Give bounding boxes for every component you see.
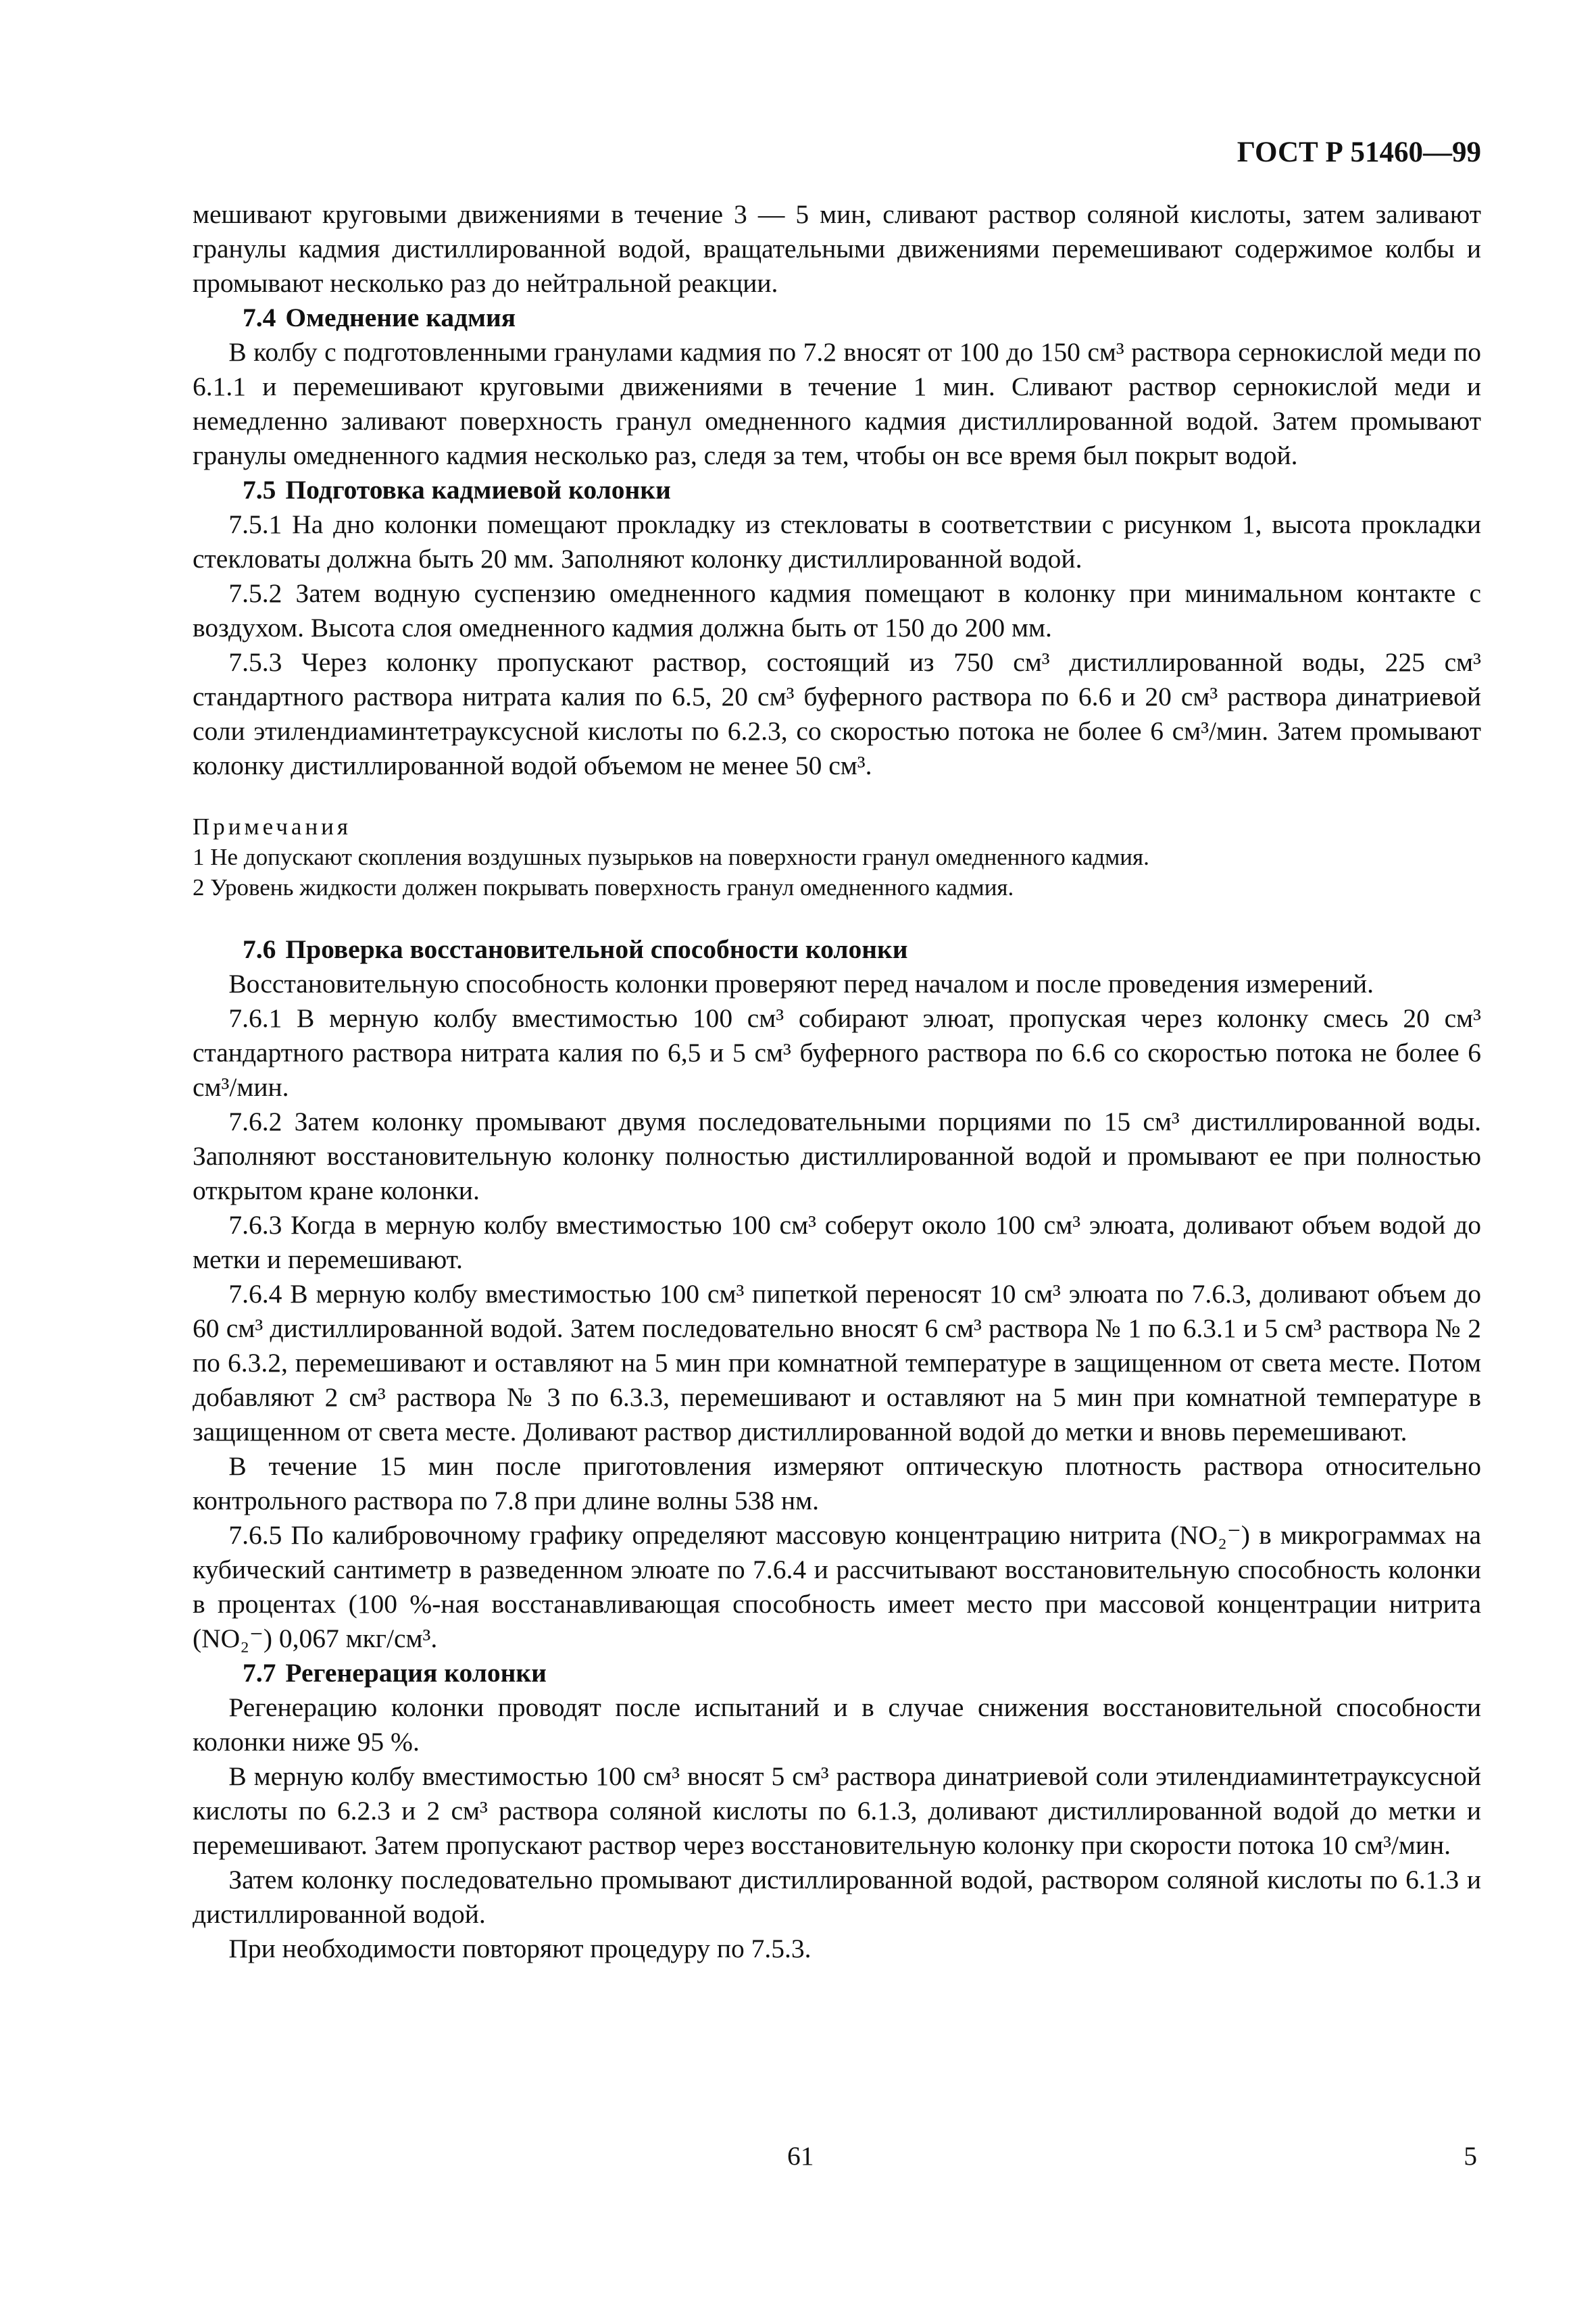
section-7-4-paragraph: В колбу с подготовленными гранулами кадмия по 7.2 вносят от 100 до 150 см³ раствора сернокислой меди по 6.1.1 и перемешивают круговыми движениями в течение 1 мин. Сливают раствор сернокислой меди и немедленно заливают поверхность гранул омедненного кадмия дистиллированной водой. Затем промывают гранулы омедненного кадмия несколько раз, следя за тем, чтобы он все время был покрыт водой. xyxy=(193,337,1481,470)
section-number: 7.4 xyxy=(243,303,276,332)
section-7-7-paragraph-4: При необходимости повторяют процедуру по 7.5.3. xyxy=(228,1934,812,1963)
section-title: Проверка восстановительной способности колонки xyxy=(285,934,908,964)
clause-7-6-2: 7.6.2 Затем колонку промывают двумя последовательными порциями по 15 см³ дистиллированной воды. Заполняют восстановительную колонку полностью дистиллированной водой и промывают ее при полностью открытом кране колонки. xyxy=(193,1107,1481,1205)
section-number: 7.6 xyxy=(243,934,276,964)
clause-7-6-1: 7.6.1 В мерную колбу вместимостью 100 см³ собирают элюат, пропуская через колонку смесь 20 см³ стандартного раствора нитрата калия по 6,5 и 5 см³ буферного раствора по 6.6 со скоростью потока не более 6 см³/мин. xyxy=(193,1003,1481,1102)
measurement-paragraph: В течение 15 мин после приготовления измеряют оптическую плотность раствора относительно контрольного раствора по 7.8 при длине волны 538 нм. xyxy=(193,1451,1481,1515)
section-7-5-heading xyxy=(193,473,1481,507)
section-7-7-paragraph-3: Затем колонку последовательно промывают дистиллированной водой, раствором соляной кислоты по 6.1.3 и дистиллированной водой. xyxy=(193,1865,1481,1929)
section-number: 7.7 xyxy=(243,1658,276,1688)
note-2: 2 Уровень жидкости должен покрывать поверхность гранул омедненного кадмия. xyxy=(193,874,1014,901)
page-number-right: 5 xyxy=(1464,2141,1477,2171)
notes-block xyxy=(193,811,1481,903)
clause-7-5-2: 7.5.2 Затем водную суспензию омедненного кадмия помещают в колонку при минимальном контакте с воздухом. Высота слоя омедненного кадмия должна быть от 150 до 200 мм. xyxy=(193,578,1481,643)
note-1: 1 Не допускают скопления воздушных пузырьков на поверхности гранул омедненного кадмия. xyxy=(193,844,1149,870)
section-title: Регенерация колонки xyxy=(285,1658,547,1688)
page-number-center: 61 xyxy=(787,2141,814,2171)
section-number: 7.5 xyxy=(243,475,276,505)
clause-7-5-1: 7.5.1 На дно колонки помещают прокладку из стекловаты в соответствии с рисунком 1, высота прокладки стекловаты должна быть 20 мм. Заполняют колонку дистиллированной водой. xyxy=(193,509,1481,574)
clause-7-6-4: 7.6.4 В мерную колбу вместимостью 100 см³ пипеткой переносят 10 см³ элюата по 7.6.3, доливают объем до 60 см³ дистиллированной водой. Затем последовательно вносят 6 см³ раствора № 1 по 6.3.1 и 5 см³ раствора № 2 по 6.3.2, перемешивают и оставляют на 5 мин при комнатной температуре в защищенном от света месте. Потом добавляют 2 см³ раствора № 3 по 6.3.3, перемешивают и оставляют на 5 мин при комнатной температуре в защищенном от света месте. Доливают раствор дистиллированной водой до метки и вновь перемешивают. xyxy=(193,1279,1481,1447)
section-7-6-heading xyxy=(193,932,1481,967)
clause-7-6-5: 7.6.5 По калибровочному графику определяют массовую концентрацию нитрита (NO₂⁻) в микрограммах на кубический сантиметр в разведенном элюате по 7.6.4 и рассчитывают восстановительную способность колонки в процентах (100 %-ная восстанавливающая способность имеет место при массовой концентрации нитрита (NO₂⁻) 0,067 мкг/см³. xyxy=(193,1520,1481,1653)
section-7-7-paragraph-2: В мерную колбу вместимостью 100 см³ вносят 5 см³ раствора динатриевой соли этилендиаминтетрауксусной кислоты по 6.2.3 и 2 см³ раствора соляной кислоты по 6.1.3, доливают дистиллированной водой до метки и перемешивают. Затем пропускают раствор через восстановительную колонку при скорости потока 10 см³/мин. xyxy=(193,1761,1481,1860)
clause-7-6-3: 7.6.3 Когда в мерную колбу вместимостью 100 см³ соберут около 100 см³ элюата, доливают объем водой до метки и перемешивают. xyxy=(193,1210,1481,1274)
section-7-7-paragraph-1: Регенерацию колонки проводят после испытаний и в случае снижения восстановительной способности колонки ниже 95 %. xyxy=(193,1692,1481,1757)
section-7-4-heading xyxy=(193,301,1481,335)
section-7-6-intro: Восстановительную способность колонки проверяют перед началом и после проведения измерений. xyxy=(228,969,1374,999)
notes-title: Примечания xyxy=(193,813,352,840)
document-code-header: ГОСТ Р 51460—99 xyxy=(1237,136,1481,168)
section-7-7-heading xyxy=(193,1656,1481,1690)
section-title: Подготовка кадмиевой колонки xyxy=(285,475,671,505)
clause-7-5-3: 7.5.3 Через колонку пропускают раствор, состоящий из 750 см³ дистиллированной воды, 225 см³ стандартного раствора нитрата калия по 6.5, 20 см³ буферного раствора по 6.6 и 20 см³ раствора динатриевой соли этилендиаминтетрауксусной кислоты по 6.2.3, со скоростью потока не более 6 см³/мин. Затем промывают колонку дистиллированной водой объемом не менее 50 см³. xyxy=(193,647,1481,780)
section-title: Омеднение кадмия xyxy=(285,303,516,332)
intro-paragraph: мешивают круговыми движениями в течение 3 — 5 мин, сливают раствор соляной кислоты, затем заливают гранулы кадмия дистиллированной водой, вращательными движениями перемешивают содержимое колбы и промывают несколько раз до нейтральной реакции. xyxy=(193,199,1481,298)
